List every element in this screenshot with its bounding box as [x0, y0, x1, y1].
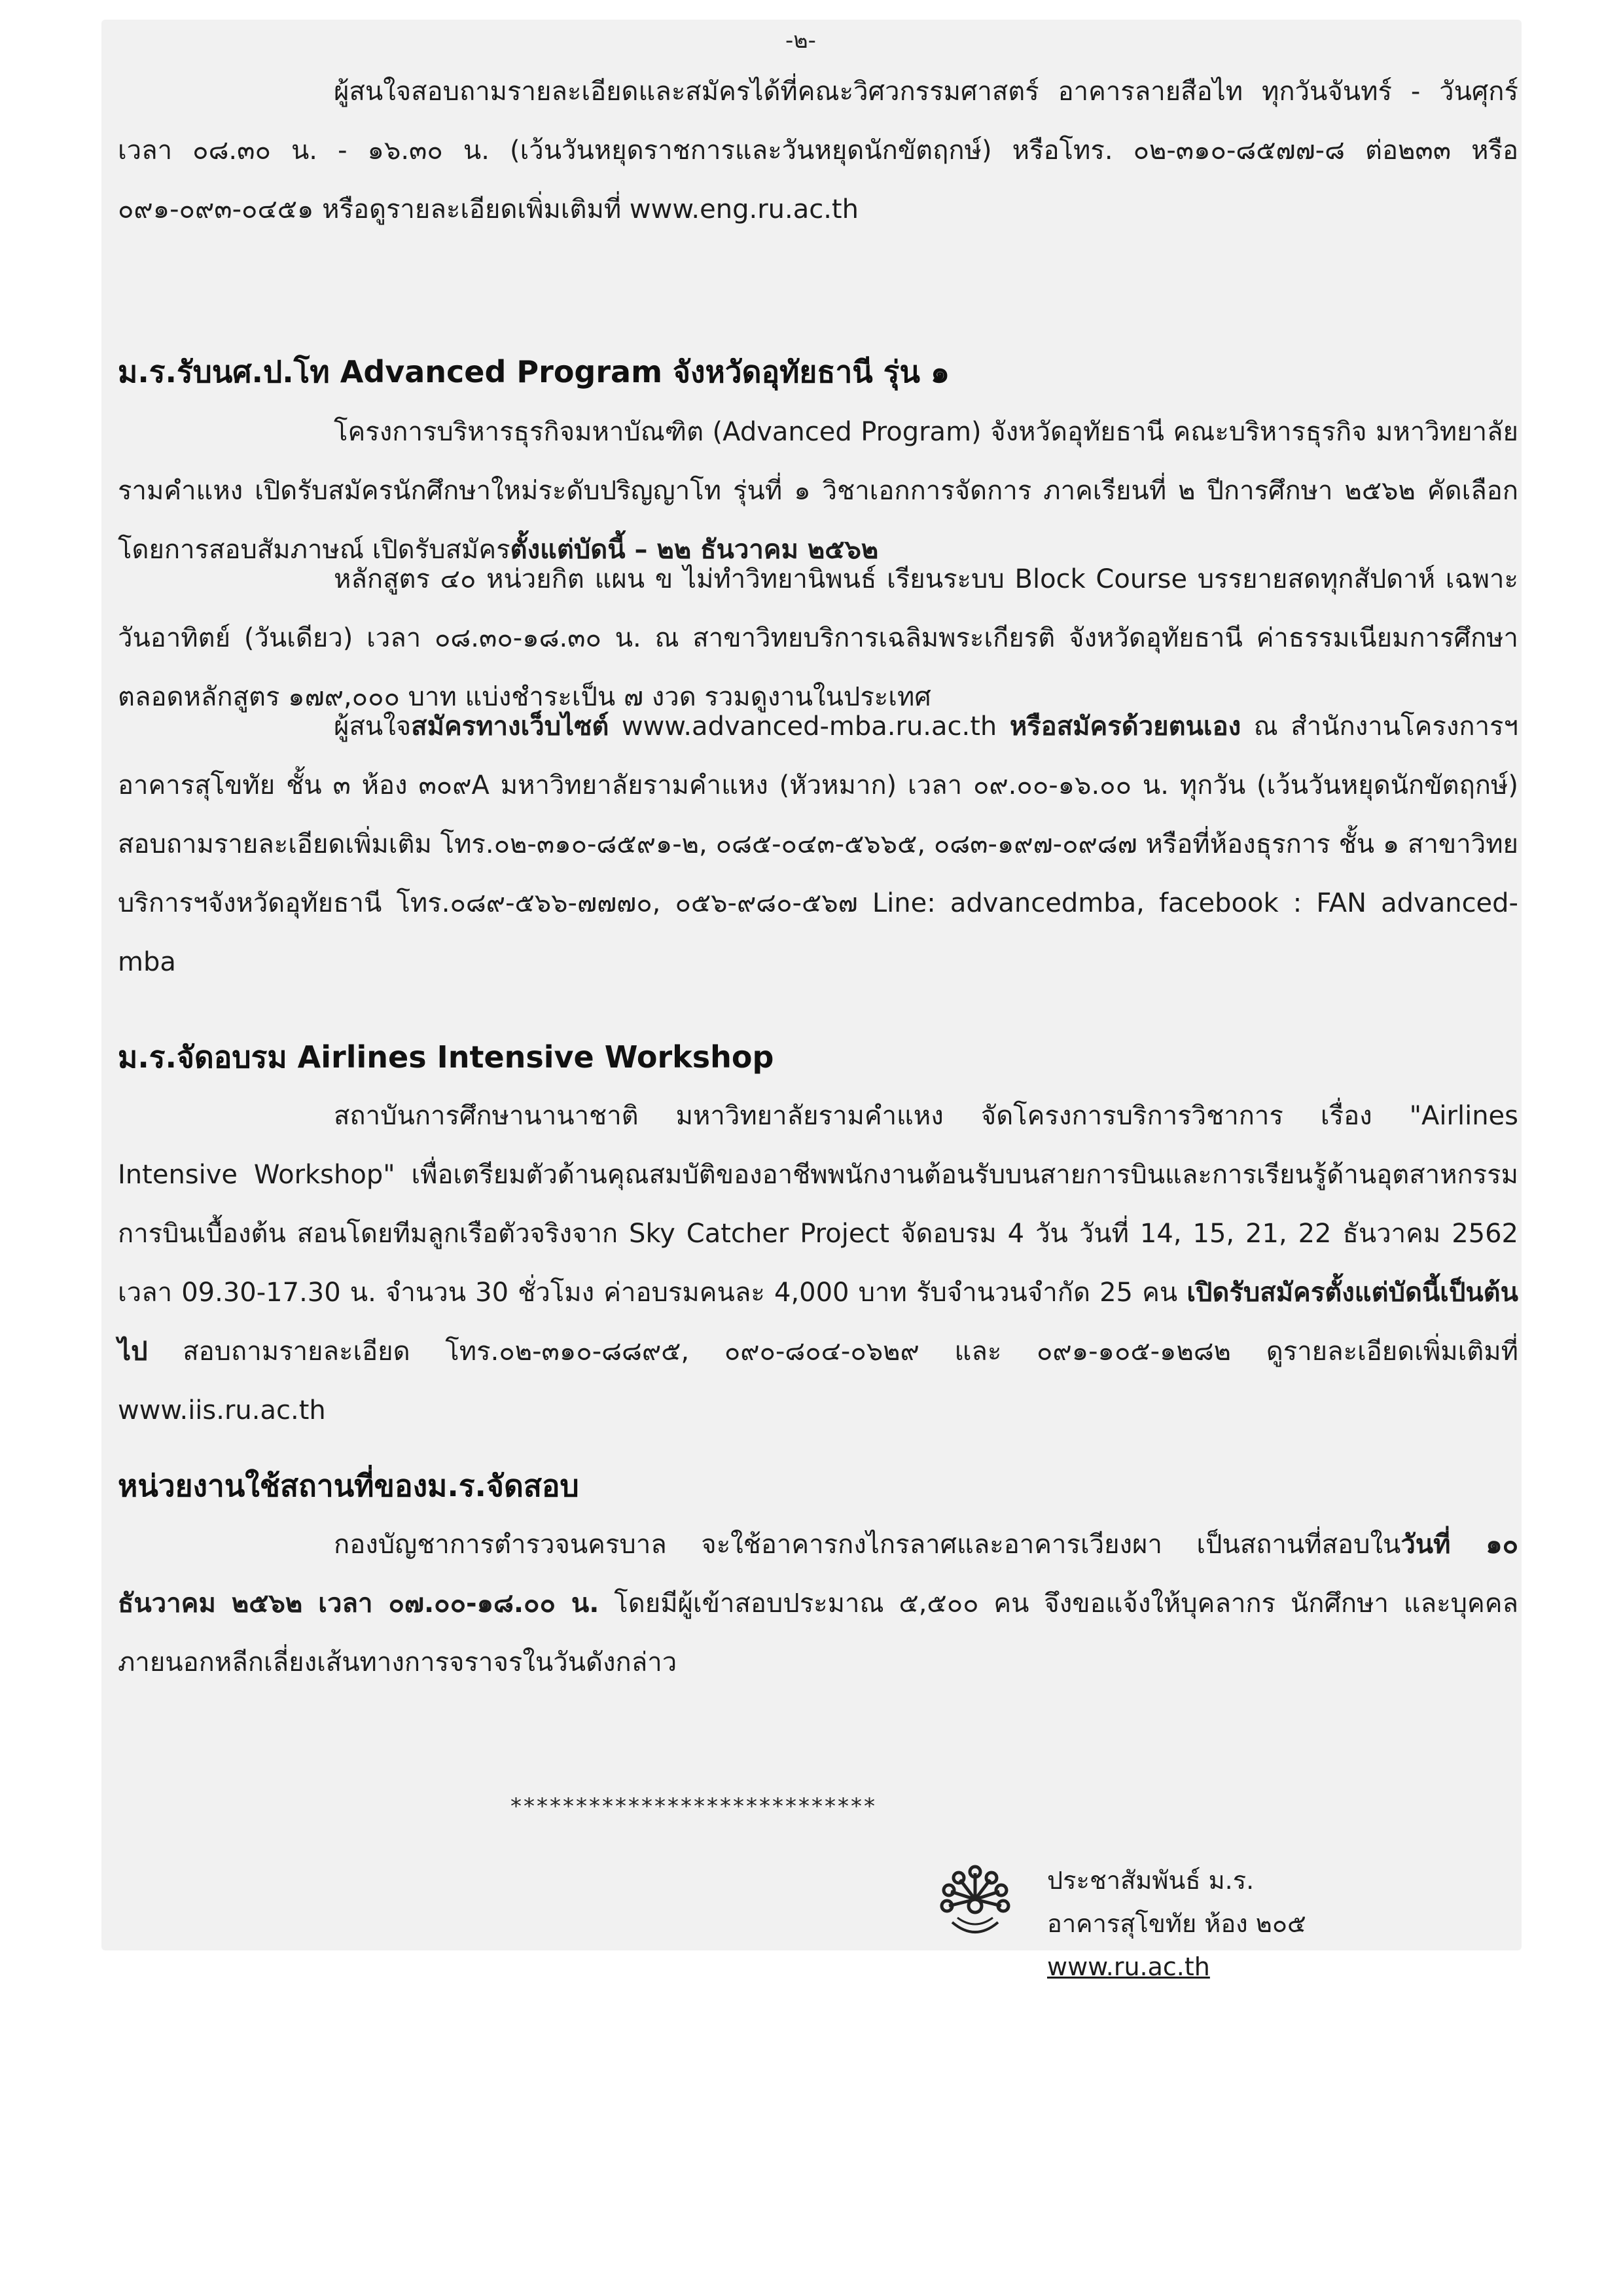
section-heading-exam-venue: หน่วยงานใช้สถานที่ของม.ร.จัดสอบ — [118, 1468, 579, 1503]
signature-office: ประชาสัมพันธ์ ม.ร. — [1047, 1866, 1255, 1895]
website-link[interactable]: www.ru.ac.th — [1047, 1952, 1210, 1981]
advanced-program-paragraph-3 — [118, 697, 1518, 992]
page-number: -๒- — [785, 27, 816, 54]
section-heading-advanced-program: ม.ร.รับนศ.ป.โท Advanced Program จังหวัดอุทัยธานี รุ่น ๑ — [118, 354, 950, 389]
exam-venue-paragraph — [118, 1515, 1518, 1692]
airlines-workshop-paragraph — [118, 1086, 1518, 1440]
apply-in-person-bold: หรือสมัครด้วยตนเอง — [1009, 711, 1241, 742]
section-heading-airlines-workshop: ม.ร.จัดอบรม Airlines Intensive Workshop — [118, 1039, 774, 1075]
exam-venue-date-bold: วันที่ ๑๐ ธันวาคม ๒๕๖๒ เวลา ๐๗.๐๐-๑๘.๐๐ น. — [118, 1530, 1519, 1619]
airlines-workshop-open-bold: เปิดรับสมัครตั้งแต่บัดนี้เป็นต้นไป — [118, 1278, 1518, 1367]
advanced-program-text: โครงการบริหารธุรกิจมหาบัณฑิต (Advanced Program) จังหวัดอุทัยธานี คณะบริหารธุรกิจ มหาวิทยาลัยรามคำแหง เปิดรับสมัครนักศึกษาใหม่ระดับปริญญาโท รุ่นที่ ๑ วิชาเอกการจัดการ ภาคเรียนที่ ๒ ปีการศึกษา ๒๕๖๒ คัดเลือกโดยการสอบสัมภาษณ์ เปิดรับสมัคร — [118, 417, 1518, 565]
signature-building: อาคารสุโขทัย ห้อง ๒๐๕ — [1047, 1909, 1306, 1938]
airlines-workshop-text: สถาบันการศึกษานานาชาติ มหาวิทยาลัยรามคำแหง จัดโครงการบริการวิชาการ เรื่อง "Airlines Intensive Workshop" เพื่อเตรียมตัวด้านคุณสมบัติของอาชีพพนักงานต้อนรับบนสายการบินและการเรียนรู้ด้านอุตสาหกรรมการบินเบื้องต้น สอนโดยทีมลูกเรือตัวจริงจาก Sky Catcher Project จัดอบรม 4 วัน วันที่ 14, 15, 21, 22 ธันวาคม 2562 เวลา 09.30-17.30 น. จำนวน 30 ชั่วโมง ค่าอบรมคนละ 4,000 บาท รับจำนวนจำกัด 25 คน — [118, 1101, 1518, 1308]
airlines-workshop-contact: สอบถามรายละเอียด โทร.๐๒-๓๑๐-๘๘๙๕, ๐๙๐-๘๐๔-๐๖๒๙ และ ๐๙๑-๑๐๕-๑๒๘๒ ดูรายละเอียดเพิ่มเติมที่ www.iis.ru.ac.th — [118, 1336, 1518, 1426]
apply-contact-details: ณ สำนักงานโครงการฯ อาคารสุโขทัย ชั้น ๓ ห้อง ๓๐๙A มหาวิทยาลัยรามคำแหง (หัวหมาก) เวลา ๐๙.๐๐-๑๖.๐๐ น. ทุกวัน (เว้นวันหยุดนักขัตฤกษ์) สอบถามรายละเอียดเพิ่มเติม โทร.๐๒-๓๑๐-๘๕๙๑-๒, ๐๘๕-๐๔๓-๕๖๖๕, ๐๘๓-๑๙๗-๐๙๘๗ หรือที่ห้องธุรการ ชั้น ๑ สาขาวิทยบริการฯจังหวัดอุทัยธานี โทร.๐๘๙-๕๖๖-๗๗๗๐, ๐๕๖-๙๘๐-๕๖๗ Line: advancedmba, facebook : FAN advanced-mba — [118, 711, 1518, 977]
exam-venue-text: กองบัญชาการตำรวจนครบาล จะใช้อาคารกงไกรลาศและอาคารเวียงผา เป็นสถานที่สอบใน — [334, 1530, 1401, 1560]
intro-paragraph: ผู้สนใจสอบถามรายละเอียดและสมัครได้ที่คณะวิศวกรรมศาสตร์ อาคารลายสือไท ทุกวันจันทร์ - วันศุกร์ เวลา ๐๘.๓๐ น. - ๑๖.๓๐ น. (เว้นวันหยุดราชการและวันหยุดนักขัตฤกษ์) หรือโทร. ๐๒-๓๑๐-๘๕๗๗-๘ ต่อ๒๓๓ หรือ ๐๙๑-๐๙๓-๐๔๕๑ หรือดูรายละเอียดเพิ่มเติมที่ www.eng.ru.ac.th — [118, 77, 1518, 224]
exam-venue-rest: โดยมีผู้เข้าสอบประมาณ ๕,๕๐๐ คน จึงขอแจ้งให้บุคลากร นักศึกษา และบุคคลภายนอกหลีกเลี่ยงเส้นทางการจราจรในวันดังกล่าว — [118, 1588, 1518, 1677]
apply-lead: ผู้สนใจ — [334, 711, 412, 742]
advanced-program-deadline: ตั้งแต่บัดนี้ – ๒๒ ธันวาคม ๒๕๖๒ — [510, 535, 879, 565]
advanced-program-paragraph-2: หลักสูตร ๔๐ หน่วยกิต แผน ข ไม่ทำวิทยานิพนธ์ เรียนระบบ Block Course บรรยายสดทุกสัปดาห์ เฉพาะวันอาทิตย์ (วันเดียว) เวลา ๐๘.๓๐-๑๘.๓๐ น. ณ สาขาวิทยบริการเฉลิมพระเกียรติ จังหวัดอุทัยธานี ค่าธรรมเนียมการศึกษาตลอดหลักสูตร ๑๗๙,๐๐๐ บาท แบ่งชำระเป็น ๗ งวด รวมดูงานในประเทศ — [118, 564, 1518, 712]
signature-block — [1047, 1859, 1306, 1988]
apply-website-url: www.advanced-mba.ru.ac.th — [609, 711, 1010, 742]
ramkhamhaeng-seal-icon — [926, 1860, 1024, 1958]
separator-stars: **************************** — [510, 1793, 877, 1820]
apply-website-bold: สมัครทางเว็บไซต์ — [411, 711, 609, 742]
